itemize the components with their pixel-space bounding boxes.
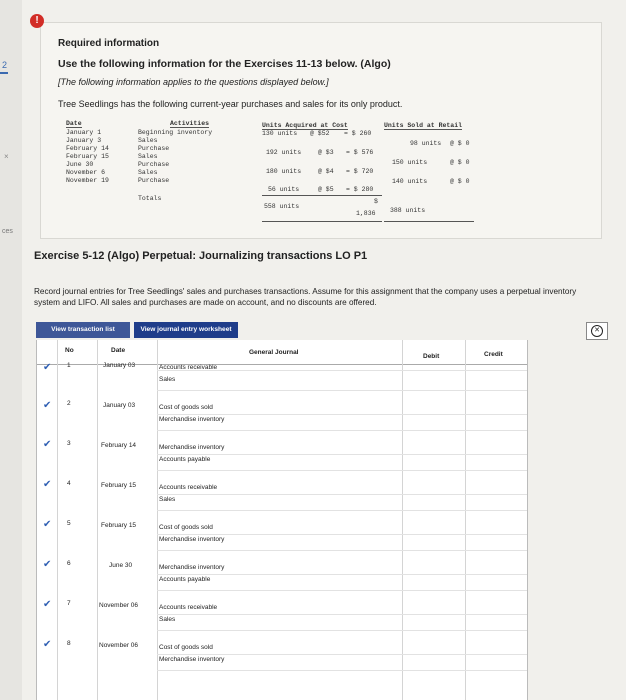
close-icon: ✕	[591, 325, 603, 337]
row-cost: @ $3	[318, 149, 334, 156]
entry-no: 1	[67, 362, 71, 369]
header-no: No	[65, 347, 74, 354]
row-date: January 1	[66, 129, 102, 136]
row-units-sold: 98 units	[410, 140, 442, 147]
entry-no: 4	[67, 480, 71, 487]
entry-account[interactable]: Sales	[159, 376, 176, 383]
entry-no: 2	[67, 400, 71, 407]
row-units-acquired: 56 units	[268, 186, 300, 193]
rail-cut-text: ces	[2, 228, 13, 235]
entry-date: November 06	[99, 602, 139, 609]
entry-date: February 14	[101, 442, 137, 449]
entry-account[interactable]: Accounts receivable	[159, 484, 218, 491]
sold-totals-rule	[384, 221, 474, 222]
check-icon: ✔	[43, 362, 52, 373]
totals-rule	[262, 221, 382, 222]
row-total: = $ 280	[346, 186, 374, 193]
row-line	[157, 614, 527, 615]
entry-no: 7	[67, 600, 71, 607]
check-icon: ✔	[43, 639, 52, 650]
row-line	[157, 494, 527, 495]
intro-text: Tree Seedlings has the following current-year purchases and sales for its only product.	[58, 99, 403, 109]
col-divider	[97, 340, 98, 700]
current-question-indicator	[0, 72, 8, 74]
row-date: February 14	[66, 145, 109, 152]
header-credit: Credit	[484, 351, 503, 358]
row-activity: Sales	[138, 137, 158, 144]
header-general-journal: General Journal	[249, 349, 299, 356]
check-icon: ✔	[43, 439, 52, 450]
subtotal-rule	[262, 195, 382, 196]
entry-account[interactable]: Sales	[159, 616, 176, 623]
header-date: Date	[111, 347, 126, 354]
row-activity: Sales	[138, 153, 158, 160]
check-icon: ✔	[43, 599, 52, 610]
row-line	[157, 470, 527, 471]
totals-dollar-sign: $	[374, 198, 378, 205]
check-icon: ✔	[43, 559, 52, 570]
totals-units-acquired: 558 units	[264, 203, 300, 210]
row-total: = $ 720	[346, 168, 374, 175]
entry-no: 5	[67, 520, 71, 527]
totals-label: Totals	[138, 195, 162, 202]
entry-no: 3	[67, 440, 71, 447]
entry-account[interactable]: Sales	[159, 496, 176, 503]
entry-date: February 15	[101, 482, 137, 489]
close-button[interactable]	[586, 322, 608, 340]
row-activity: Purchase	[138, 177, 170, 184]
row-retail: @ $ 0	[450, 159, 470, 166]
row-date: November 6	[66, 169, 106, 176]
totals-units-sold: 388 units	[390, 207, 426, 214]
row-units-sold: 140 units	[392, 178, 428, 185]
row-cost: @ $52	[310, 130, 330, 137]
check-icon: ✔	[43, 519, 52, 530]
entry-account[interactable]: Merchandise inventory	[159, 416, 225, 423]
header-debit: Debit	[423, 353, 440, 360]
row-total: = $ 260	[344, 130, 372, 137]
col-divider	[402, 340, 403, 700]
view-journal-worksheet-button[interactable]: View journal entry worksheet	[134, 322, 238, 338]
entry-date: November 06	[99, 642, 139, 649]
row-units-acquired: 192 units	[266, 149, 302, 156]
exercise-title: Exercise 5-12 (Algo) Perpetual: Journalizing transactions LO P1	[34, 250, 368, 262]
row-line	[157, 390, 527, 391]
required-info-title: Required information	[58, 38, 160, 49]
row-date: February 15	[66, 153, 109, 160]
entry-account[interactable]: Cost of goods sold	[159, 404, 213, 411]
col-divider	[57, 340, 58, 700]
entry-date: January 03	[103, 362, 136, 369]
entry-account[interactable]: Accounts payable	[159, 576, 211, 583]
row-activity: Sales	[138, 169, 158, 176]
col-sold-header: Units Sold at Retail	[384, 122, 463, 129]
row-activity: Purchase	[138, 145, 170, 152]
row-line	[157, 654, 527, 655]
row-line	[157, 550, 527, 551]
row-line	[157, 670, 527, 671]
entry-account[interactable]: Merchandise inventory	[159, 444, 225, 451]
row-units-sold: 150 units	[392, 159, 428, 166]
entry-account[interactable]: Accounts receivable	[159, 604, 218, 611]
entry-date: January 03	[103, 402, 136, 409]
entry-account[interactable]: Merchandise inventory	[159, 656, 225, 663]
use-info-heading: Use the following information for the Exercises 11-13 below. (Algo)	[58, 58, 391, 70]
row-date: June 30	[66, 161, 94, 168]
alert-icon: !	[30, 14, 44, 28]
col-acquired-header: Units Acquired at Cost	[262, 122, 348, 129]
row-line	[157, 414, 527, 415]
row-units-acquired: 180 units	[266, 168, 302, 175]
view-transaction-list-button[interactable]: View transaction list	[36, 322, 130, 338]
entry-no: 8	[67, 640, 71, 647]
entry-no: 6	[67, 560, 71, 567]
row-line	[157, 454, 527, 455]
question-number[interactable]: 2	[2, 60, 8, 70]
entry-account[interactable]: Cost of goods sold	[159, 644, 213, 651]
row-activity: Beginning inventory	[138, 129, 213, 136]
col-divider	[157, 340, 158, 700]
row-line	[157, 510, 527, 511]
row-line	[157, 534, 527, 535]
entry-account[interactable]: Accounts receivable	[159, 364, 218, 371]
nav-marker-icon: ×	[4, 152, 9, 161]
check-icon: ✔	[43, 400, 52, 411]
col-divider	[465, 340, 466, 700]
row-line	[157, 590, 527, 591]
entry-account[interactable]: Merchandise inventory	[159, 536, 225, 543]
check-icon: ✔	[43, 479, 52, 490]
left-rail	[0, 0, 22, 700]
row-units-acquired: 130 units	[262, 130, 298, 137]
entry-date: June 30	[109, 562, 133, 569]
row-line	[157, 574, 527, 575]
applies-note: [The following information applies to the questions displayed below.]	[58, 77, 329, 87]
exercise-instructions: Record journal entries for Tree Seedlings' sales and purchases transactions. Assume for this assignment that the company uses a perpetual inventory system and LIFO. All sales and purchases are made on account, and no discounts are offered.	[34, 287, 577, 307]
entry-account[interactable]: Accounts payable	[159, 456, 211, 463]
row-line	[157, 430, 527, 431]
row-cost: @ $4	[318, 168, 334, 175]
col-date-header: Date	[66, 120, 82, 127]
totals-cost: 1,836	[356, 210, 376, 217]
row-retail: @ $ 0	[450, 140, 470, 147]
entry-account[interactable]: Cost of goods sold	[159, 524, 213, 531]
journal-table	[36, 340, 528, 700]
row-line	[157, 630, 527, 631]
row-date: January 3	[66, 137, 102, 144]
row-retail: @ $ 0	[450, 178, 470, 185]
entry-account[interactable]: Merchandise inventory	[159, 564, 225, 571]
row-activity: Purchase	[138, 161, 170, 168]
row-date: November 19	[66, 177, 109, 184]
row-cost: @ $5	[318, 186, 334, 193]
row-total: = $ 576	[346, 149, 374, 156]
entry-date: February 15	[101, 522, 137, 529]
col-activities-header: Activities	[170, 120, 210, 127]
